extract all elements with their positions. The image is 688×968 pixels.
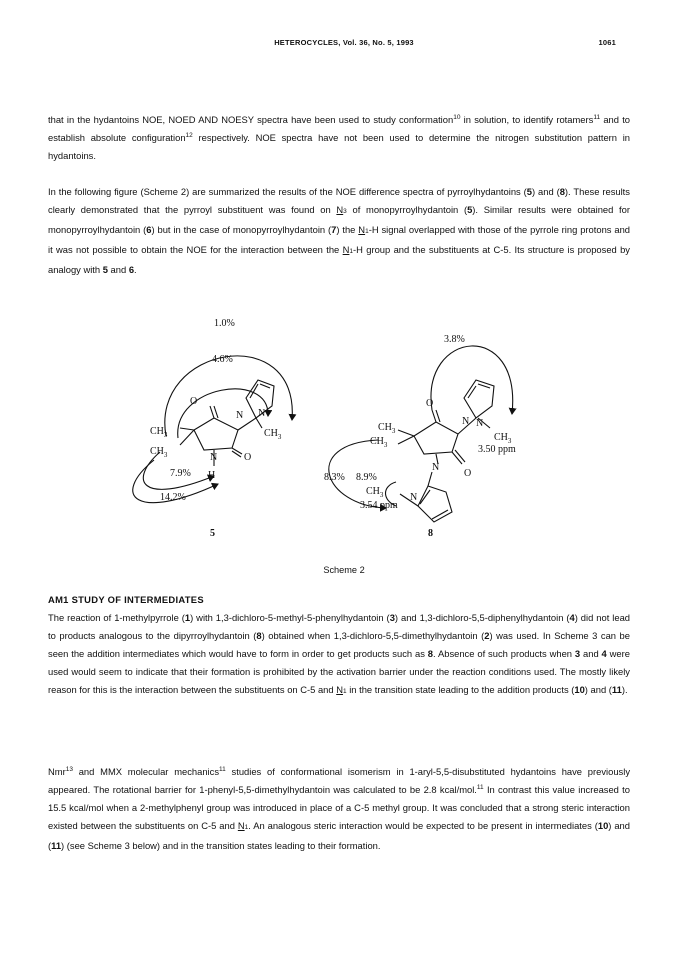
noe-label: 4.6%	[212, 354, 233, 365]
noe-label: 8.3%	[324, 472, 345, 483]
compound-number: 8	[428, 528, 433, 539]
hydantoin-ring-8	[414, 422, 458, 454]
noe-arrow-top	[431, 346, 513, 414]
methyl-label: $CH_3$	[370, 436, 388, 449]
scheme-2-drawing	[0, 300, 688, 550]
methyl-label: $CH_3$	[150, 426, 168, 439]
hydantoin-ring	[194, 418, 238, 450]
reference-marker: 12	[185, 131, 193, 139]
methyl-label: $CH_3$	[366, 486, 384, 499]
chemical-shift: 3.50 ppm	[478, 444, 516, 455]
reference-marker: 10	[453, 113, 461, 121]
paragraph-noe-background: that in the hydantoins NOE, NOED AND NOESY spectra have been used to study conformation$^{10}$ in solution, to identify rotamers$^{11}$ and to establish absolute configuration$^{12}$ respectively. NOE spectra have not been used to determine the nitrogen substitution pattern in hydantoins.	[48, 113, 631, 161]
section-heading: AM1 STUDY OF INTERMEDIATES	[48, 594, 204, 605]
methyl-label: $CH_3$	[264, 428, 282, 441]
reference-marker: 11	[476, 783, 484, 791]
carbonyl-bond	[210, 406, 214, 418]
carbonyl-bond-8	[432, 410, 436, 422]
noe-label: 3.8%	[444, 334, 465, 345]
scheme-2-figure	[0, 300, 688, 550]
noe-label: 7.9%	[170, 468, 191, 479]
chemical-shift: 3.54 ppm	[360, 500, 398, 511]
noe-label: 14.2%	[160, 492, 186, 503]
atom-label: N	[258, 408, 266, 419]
reference-marker: 13	[65, 765, 73, 773]
reference-marker: 11	[219, 765, 226, 773]
paragraph-noe-results: In the following figure (Scheme 2) are summarized the results of the NOE difference spectra of pyrroylhydantoins (5) and (8). These results clearly demonstrated that the pyrroyl substituent was found on N3 of monopyrroylhydantoin (5). Similar results were obtained for monopyrroylhydantoin (6) but in the case of monopyrroylhydantoin (7) the N1-H signal overlapped with those of the pyrrole ring protons and it was not possible to obtain the NOE for the interaction between the N1-H group and the substituents at C-5. Its structure is proposed by analogy with 5 and 6.	[48, 186, 630, 275]
compound-number: 5	[210, 528, 215, 539]
methyl-label: $CH_3$	[494, 432, 512, 445]
journal-citation: HETEROCYCLES, Vol. 36, No. 5, 1993	[274, 38, 414, 47]
atom-label: H	[208, 470, 216, 481]
methyl-label: $CH_3$	[378, 422, 396, 435]
atom-label: O	[244, 452, 252, 463]
reference-marker: 11	[593, 113, 601, 121]
pyrrole-ring-upper	[464, 380, 494, 418]
running-header	[0, 38, 688, 52]
atom-label: N	[236, 410, 244, 421]
noe-label: 8.9%	[356, 472, 377, 483]
page-number: 1061	[598, 38, 616, 47]
atom-label: O	[464, 468, 472, 479]
atom-label: O	[426, 398, 434, 409]
atom-label: N	[210, 452, 218, 463]
atom-label: N	[432, 462, 440, 473]
atom-label: N	[410, 492, 418, 503]
atom-label: N	[476, 418, 484, 429]
atom-label: O	[190, 396, 198, 407]
noe-label: 1.0%	[214, 318, 235, 329]
atom-label: N	[462, 416, 470, 427]
methyl-label: $CH_3$	[150, 446, 168, 459]
pyrrole-ring-lower	[418, 486, 452, 522]
paragraph-nmr-mmx: Nmr$^{13}$ and MMX molecular mechanics$^{11}$ studies of conformational isomerism in 1-aryl-5,5-disubstituted hydantoins have previously appeared. The rotational barrier for 1-phenyl-5,5-dimethylhydantoin was calculated to be 2.8 kcal/mol.$^{11}$ In contrast this value increased to 15.5 kcal/mol when a 2-methylphenyl group was introduced in place of a C-5 methyl group. It was concluded that a strong steric interaction existed between the substituents on C-5 and N1. An analogous steric interaction would be expected to be present in intermediates (10) and (11) (see Scheme 3 below) and in the transition states leading to their formation.	[48, 765, 631, 851]
paragraph-am1-reaction: The reaction of 1-methylpyrrole (1) with 1,3-dichloro-5-methyl-5-phenylhydantoin (3) and 1,3-dichloro-5,5-diphenylhydantoin (4) did not lead to products analogous to the dipyrroylhydantoin (8) obtained when 1,3-dichloro-5,5-dimethylhydantoin (2) was used. In Scheme 3 can be seen the addition intermediates which would have to form in order to get products such as 8. Absence of such products when 3 and 4 were used would seem to indicate that their formation is prohibited by the activation barrier under the reaction conditions used. The mostly likely reason for this is the interaction between the substituents on C-5 and N1 in the transition state leading to the addition products (10) and (11).	[48, 612, 630, 695]
scheme-caption: Scheme 2	[323, 565, 365, 575]
